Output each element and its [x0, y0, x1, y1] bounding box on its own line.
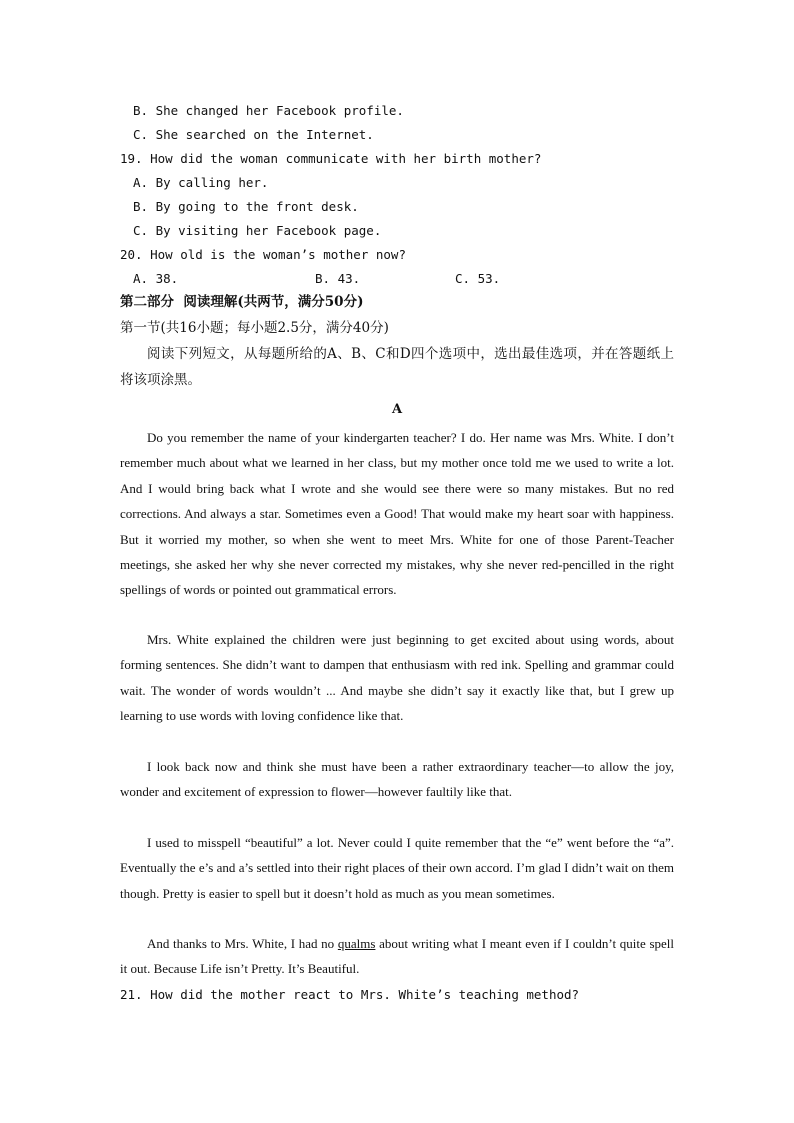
option-20c: C. 53. — [455, 271, 501, 286]
option-19c: C. By visiting her Facebook page. — [133, 223, 382, 238]
passage-paragraph-5 — [120, 931, 674, 982]
question-20: 20. How old is the woman’s mother now? — [120, 247, 406, 262]
section1-heading: 第一节(共16小题；每小题2.5分，满分40分) — [120, 320, 389, 336]
option-20a: A. 38. — [133, 271, 179, 286]
p5-text-before: And thanks to Mrs. White, I had no — [147, 936, 338, 951]
option-19a: A. By calling her. — [133, 175, 269, 190]
question-20-options — [0, 271, 794, 287]
instructions-line-1: 阅读下列短文，从每题所给的A、B、C和D四个选项中，选出最佳选项，并在答题纸上 — [147, 346, 674, 362]
question-19: 19. How did the woman communicate with her birth mother? — [120, 151, 542, 166]
option-18b: B. She changed her Facebook profile. — [133, 103, 404, 118]
passage-paragraph-3: I look back now and think she must have been a rather extraordinary teacher—to allow the joy, wonder and excitement of expression to flower—however faultily like that. — [120, 759, 674, 800]
option-18c: C. She searched on the Internet. — [133, 127, 374, 142]
instructions-line-2: 将该项涂黑。 — [120, 372, 201, 388]
passage-paragraph-2: Mrs. White explained the children were just beginning to get excited about using words, about forming sentences. She didn’t want to dampen that enthusiasm with red ink. Spelling and grammar could wait. The wonder of words wouldn’t ... And maybe she didn’t say it exactly like that, but I grew up learning to use words with loving confidence like that. — [120, 632, 674, 724]
passage-paragraph-1: Do you remember the name of your kindergarten teacher? I do. Her name was Mrs. White. I don’t remember much about what we learned in her class, but my mother once told me we used to write a lot. And I would bring back what I wrote and she would see there were so many mistakes. But no red corrections. And always a star. Sometimes even a Good! That would make my heart soar with happiness. But it worried my mother, so when she went to meet Mrs. White for one of those Parent-Teacher meetings, she asked her why she never corrected my mistakes, why she never red-pencilled in the right spellings of words or pointed out grammatical errors. — [120, 430, 674, 598]
p5-text-after: about writing what I meant even if I couldn’t quite spell it out. Because Life isn’t Pretty. It’s Beautiful. — [120, 936, 674, 977]
passage-title: A — [391, 402, 403, 417]
option-20b: B. 43. — [315, 271, 361, 286]
passage-paragraph-4: I used to misspell “beautiful” a lot. Never could I quite remember that the “e” went before the “a”. Eventually the e’s and a’s settled into their right places of their own accord. I’m glad I didn’t wait on them though. Pretty is easier to spell but it doesn’t hold as much as you mean sometimes. — [120, 835, 674, 901]
underlined-word-qualms: qualms — [337, 936, 376, 951]
option-19b: B. By going to the front desk. — [133, 199, 359, 214]
question-21: 21. How did the mother react to Mrs. White’s teaching method? — [120, 987, 580, 1002]
part2-heading: 第二部分 阅读理解(共两节，满分50分) — [120, 294, 364, 310]
